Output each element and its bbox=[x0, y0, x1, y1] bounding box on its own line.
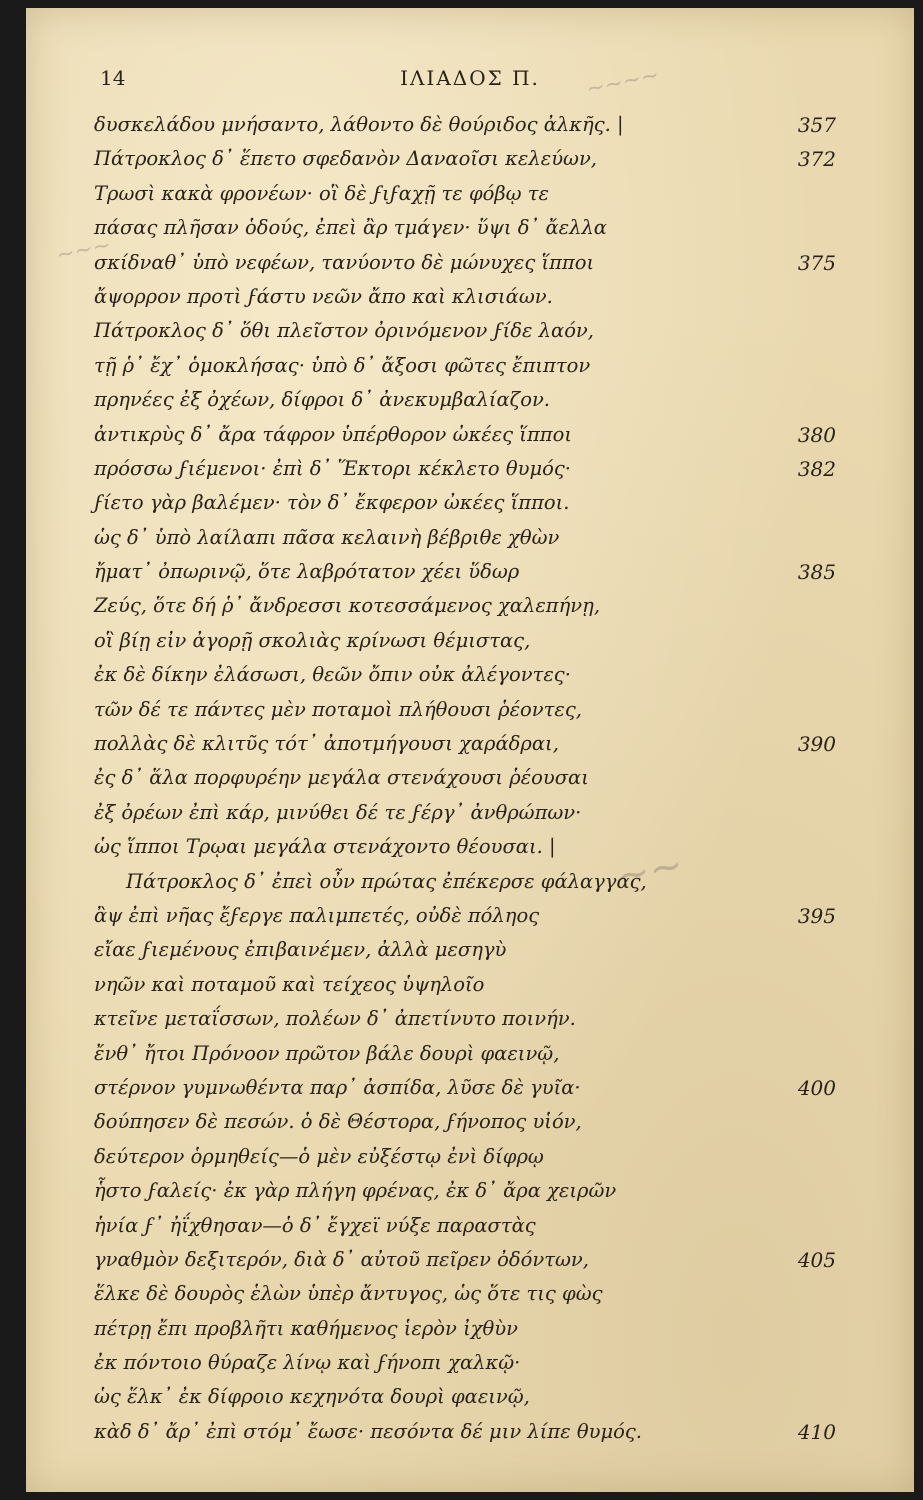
verse-text: ἕλκε δὲ δουρὸς ἑλὼν ὑπὲρ ἄντυγος, ὡς ὅτε τις φὼς bbox=[94, 1282, 603, 1306]
verse-text: ϝίετο γὰρ βαλέμεν· τὸν δ᾽ ἔκφερον ὠκέες ἵπποι. bbox=[94, 491, 570, 515]
verse-line bbox=[26, 555, 914, 589]
verse-line bbox=[26, 521, 914, 555]
verse-line bbox=[26, 108, 914, 142]
page-number: 14 bbox=[100, 66, 126, 90]
verse-line bbox=[26, 418, 914, 452]
page-header bbox=[26, 58, 914, 98]
verse-text: ὡς δ᾽ ὑπὸ λαίλαπι πᾶσα κελαινὴ βέβριθε χθὼν bbox=[94, 525, 560, 549]
verse-text: τῶν δέ τε πάντες μὲν ποταμοὶ πλήθουσι ῥέοντες, bbox=[94, 697, 583, 721]
verse-line bbox=[26, 1277, 914, 1311]
verse-text: Πάτροκλος δ᾽ ἕπετο σφεδανὸν Δαναοῖσι κελεύων, bbox=[94, 147, 598, 171]
verse-text: Πάτροκλος δ᾽ ἐπεὶ οὖν πρώτας ἐπέκερσε φάλαγγας, bbox=[126, 869, 647, 893]
verse-line bbox=[26, 142, 914, 176]
running-title: ΙΛΙΑΔΟΣ Π. bbox=[400, 66, 540, 90]
verse-text: ἧστο ϝαλείς· ἐκ γὰρ πλήγη φρένας, ἐκ δ᾽ ἄρα χειρῶν bbox=[94, 1179, 617, 1203]
verse-line bbox=[26, 452, 914, 486]
verse-number: 390 bbox=[797, 732, 836, 757]
verse-text: κτεῖνε μεταΐσσων, πολέων δ᾽ ἀπετίνυτο ποινήν. bbox=[94, 1007, 576, 1031]
verse-line bbox=[26, 1380, 914, 1414]
verse-text: ἐκ πόντοιο θύραζε λίνῳ καὶ ϝήνοπι χαλκῷ· bbox=[94, 1351, 521, 1375]
verse-text: ἔνθ᾽ ἤτοι Πρόνοον πρῶτον βάλε δουρὶ φαεινῷ, bbox=[94, 1041, 560, 1065]
verse-line bbox=[26, 727, 914, 761]
verse-line bbox=[26, 1037, 914, 1071]
verse-line bbox=[26, 383, 914, 417]
verse-line bbox=[26, 280, 914, 314]
verse-text: δούπησεν δὲ πεσών. ὁ δὲ Θέστορα, ϝήνοπος υἱόν, bbox=[94, 1110, 582, 1134]
verse-text: εἴαε ϝιεμένους ἐπιβαινέμεν, ἀλλὰ μεσηγὺ bbox=[94, 938, 507, 962]
verse-line bbox=[26, 1105, 914, 1139]
verse-text: γναθμὸν δεξιτερόν, διὰ δ᾽ αὐτοῦ πεῖρεν ὀδόντων, bbox=[94, 1247, 589, 1271]
verse-text: ὡς ἕλκ᾽ ἐκ δίφροιο κεχηνότα δουρὶ φαεινῷ, bbox=[94, 1385, 530, 1409]
verse-line bbox=[26, 1415, 914, 1449]
verse-text: Πάτροκλος δ᾽ ὅθι πλεῖστον ὀρινόμενον ϝίδε λαόν, bbox=[94, 319, 594, 343]
verse-line bbox=[26, 177, 914, 211]
verse-number: 375 bbox=[797, 250, 836, 275]
verse-number: 372 bbox=[797, 147, 836, 172]
verse-line bbox=[26, 933, 914, 967]
verse-text: Ζεύς, ὅτε δή ῥ᾽ ἄνδρεσσι κοτεσσάμενος χαλεπήνῃ, bbox=[94, 594, 601, 618]
verse-text: Τρωσὶ κακὰ φρονέων· οἳ δὲ ϝιϝαχῇ τε φόβῳ τε bbox=[94, 181, 549, 205]
pencil-marginalia: ~~~~ bbox=[584, 62, 662, 103]
verse-number: 405 bbox=[797, 1247, 836, 1272]
verse-text: οἳ βίῃ εἰν ἀγορῇ σκολιὰς κρίνωσι θέμιστας, bbox=[94, 628, 531, 652]
verse-line bbox=[26, 1243, 914, 1277]
verse-line bbox=[26, 1346, 914, 1380]
verse-text: κὰδ δ᾽ ἄρ᾽ ἐπὶ στόμ᾽ ἔωσε· πεσόντα δέ μιν λίπε θυμός. bbox=[94, 1419, 643, 1443]
verse-line bbox=[26, 761, 914, 795]
verse-line bbox=[26, 1312, 914, 1346]
verse-text: πάσας πλῆσαν ὁδούς, ἐπεὶ ἂρ τμάγεν· ὕψι δ᾽ ἄελλα bbox=[94, 216, 607, 240]
verse-number: 357 bbox=[797, 113, 836, 137]
verse-text: πρηνέες ἐξ ὀχέων, δίφροι δ᾽ ἀνεκυμβαλίαζον. bbox=[94, 388, 550, 412]
verse-text: ἐξ ὀρέων ἐπὶ κάρ, μινύθει δέ τε ϝέργ᾽ ἀνθρώπων· bbox=[94, 800, 582, 824]
verse-line bbox=[26, 830, 914, 864]
verse-text: ἂψ ἐπὶ νῆας ἔϝεργε παλιμπετές, οὐδὲ πόληος bbox=[94, 903, 540, 927]
verse-text: πρόσσω ϝιέμενοι· ἐπὶ δ᾽ Ἕκτορι κέκλετο θυμός· bbox=[94, 456, 571, 480]
verse-number: 395 bbox=[797, 903, 836, 928]
verse-line bbox=[26, 796, 914, 830]
verse-line bbox=[26, 314, 914, 348]
verse-line bbox=[26, 899, 914, 933]
verse-text: σκίδναθ᾽ ὑπὸ νεφέων, τανύοντο δὲ μώνυχες ἵπποι bbox=[94, 250, 595, 274]
verse-text: ἄψορρον προτὶ ϝάστυ νεῶν ἄπο καὶ κλισιάων. bbox=[94, 284, 553, 308]
verse-line bbox=[26, 1209, 914, 1243]
verse-number: 380 bbox=[797, 422, 836, 447]
verse-text: ὡς ἵπποι Τρῳαι μεγάλα στενάχοντο θέουσαι. | bbox=[94, 835, 556, 859]
verse-line bbox=[26, 246, 914, 280]
verse-number: 400 bbox=[797, 1075, 836, 1100]
verse-line bbox=[26, 1071, 914, 1105]
verse-text: ἀντικρὺς δ᾽ ἄρα τάφρον ὑπέρθορον ὠκέες ἵπποι bbox=[94, 422, 572, 446]
verse-line bbox=[26, 1174, 914, 1208]
pencil-marginalia: ~~~ bbox=[54, 232, 114, 269]
verse-number: 410 bbox=[797, 1419, 836, 1444]
verse-line bbox=[26, 349, 914, 383]
verse-line bbox=[26, 624, 914, 658]
verse-line bbox=[26, 486, 914, 520]
verse-line bbox=[26, 693, 914, 727]
book-page bbox=[26, 8, 914, 1492]
verse-text: στέρνον γυμνωθέντα παρ᾽ ἀσπίδα, λῦσε δὲ γυῖα· bbox=[94, 1075, 581, 1099]
verse-text: ἡνία ϝ᾽ ἠΐχθησαν—ὁ δ᾽ ἔγχεϊ νύξε παραστὰς bbox=[94, 1213, 536, 1237]
verse-text: δεύτερον ὁρμηθείς—ὁ μὲν εὐξέστῳ ἐνὶ δίφρῳ bbox=[94, 1144, 544, 1168]
verse-line bbox=[26, 968, 914, 1002]
pencil-marginalia: ~~ bbox=[611, 841, 688, 901]
verse-list bbox=[26, 108, 914, 1449]
verse-text: πέτρῃ ἔπι προβλῆτι καθήμενος ἱερὸν ἰχθὺν bbox=[94, 1316, 519, 1340]
verse-text: ἤματ᾽ ὀπωρινῷ, ὅτε λαβρότατον χέει ὕδωρ bbox=[94, 560, 520, 584]
verse-line bbox=[26, 1140, 914, 1174]
verse-number: 385 bbox=[797, 560, 836, 585]
verse-text: ἐκ δὲ δίκην ἐλάσωσι, θεῶν ὄπιν οὐκ ἀλέγοντες· bbox=[94, 663, 571, 687]
verse-number: 382 bbox=[797, 456, 836, 481]
verse-line bbox=[26, 1002, 914, 1036]
verse-text: δυσκελάδου μνήσαντο, λάθοντο δὲ θούριδος ἀλκῆς. | bbox=[94, 113, 624, 136]
verse-line bbox=[26, 865, 914, 899]
verse-line bbox=[26, 589, 914, 623]
verse-text: τῇ ῥ᾽ ἔχ᾽ ὁμοκλήσας· ὑπὸ δ᾽ ἄξοσι φῶτες ἔπιπτον bbox=[94, 353, 591, 377]
verse-line bbox=[26, 211, 914, 245]
verse-text: ἐς δ᾽ ἅλα πορφυρέην μεγάλα στενάχουσι ῥέουσαι bbox=[94, 766, 589, 790]
verse-line bbox=[26, 658, 914, 692]
verse-text: πολλὰς δὲ κλιτῦς τότ᾽ ἀποτμήγουσι χαράδραι, bbox=[94, 732, 559, 756]
verse-text: νηῶν καὶ ποταμοῦ καὶ τείχεος ὑψηλοῖο bbox=[94, 972, 485, 996]
